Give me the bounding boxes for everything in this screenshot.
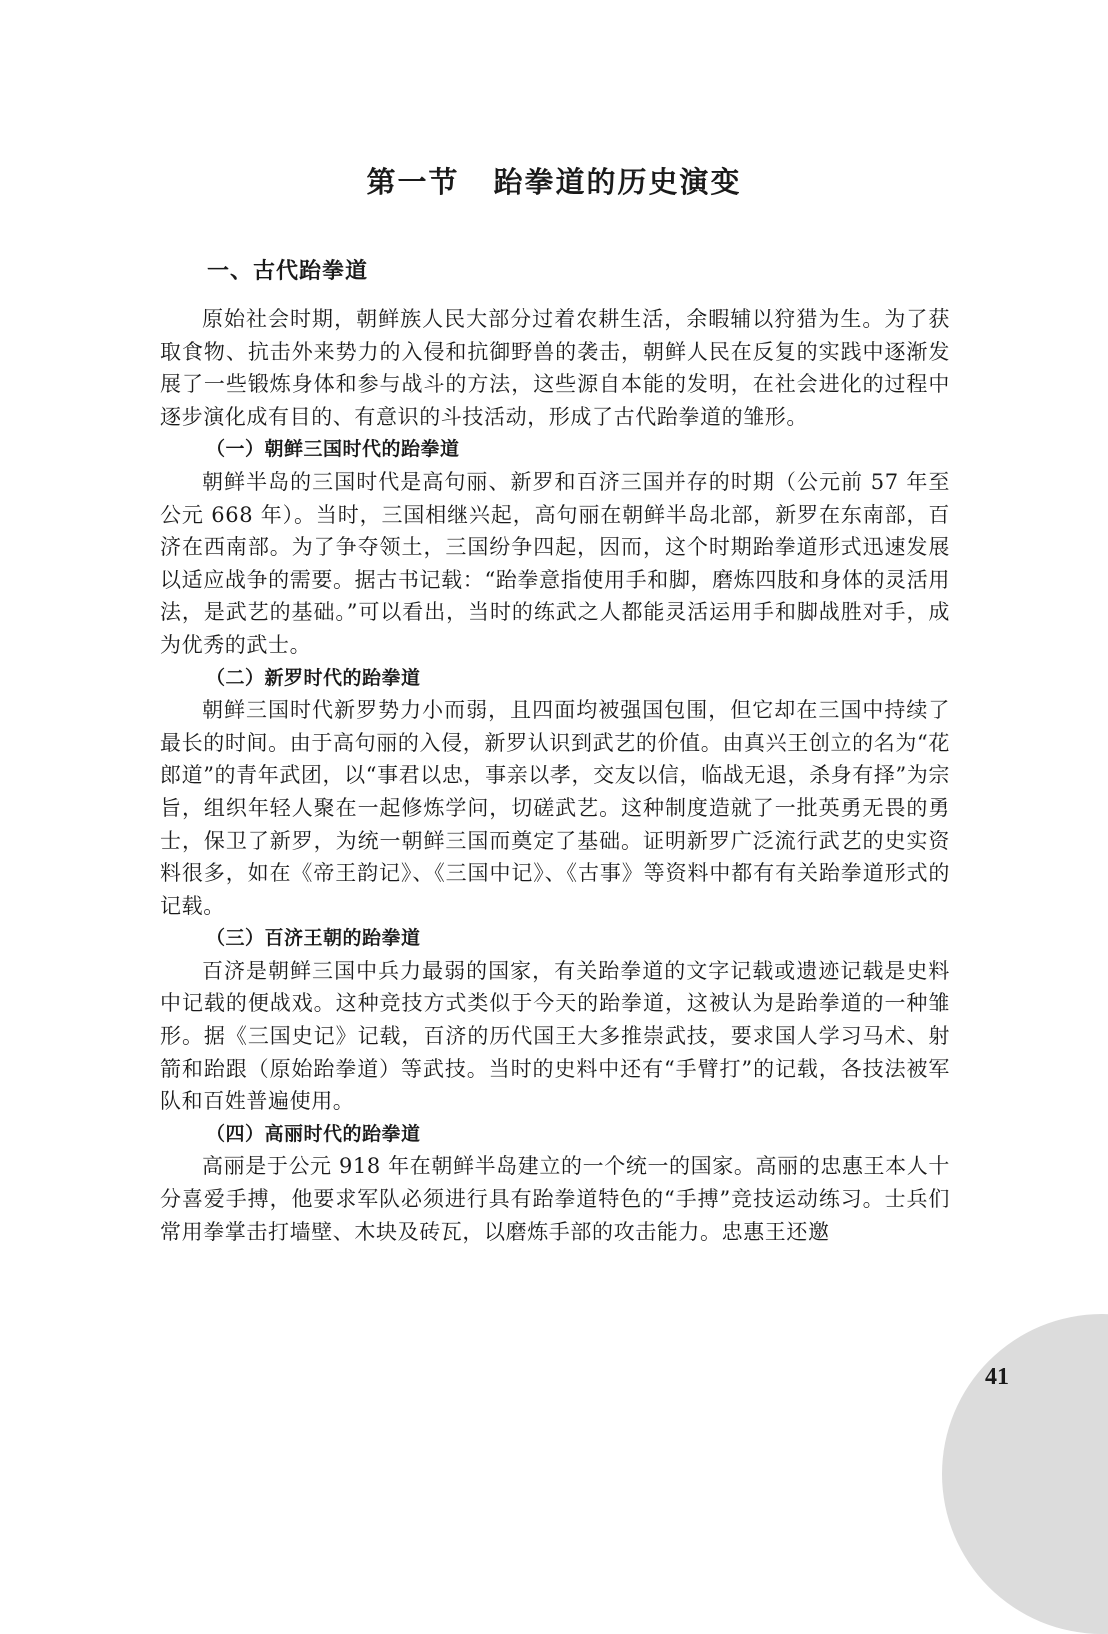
chapter-title-text: 跆拳道的历史演变: [493, 165, 742, 199]
page-number: 41: [985, 1364, 1009, 1390]
subheading-goryeo: （四）高丽时代的跆拳道: [206, 1122, 421, 1145]
paragraph-baekje: 百济是朝鲜三国中兵力最弱的国家，有关跆拳道的文字记载或遗迹记载是史料中记载的便战戏。这种竞技方式类似于今天的跆拳道，这被认为是跆拳道的一种雏形。据《三国史记》记载，百济的历代国王大多推崇武技，要求国人学习马术、射箭和跆跟（原始跆拳道）等武技。当时的史料中还有“手臂打”的记载，各技法被军队和百姓普遍使用。: [160, 958, 950, 1114]
paragraph-intro: 原始社会时期，朝鲜族人民大部分过着农耕生活，余暇辅以狩猎为生。为了获取食物、抗击外来势力的入侵和抗御野兽的袭击，朝鲜人民在反复的实践中逐渐发展了一些锻炼身体和参与战斗的方法，这些源自本能的发明，在社会进化的过程中逐步演化成有目的、有意识的斗技活动，形成了古代跆拳道的雏形。: [160, 307, 950, 429]
page-corner-decoration: [942, 1314, 1108, 1634]
body-text: [160, 303, 950, 1248]
subheading-silla: （二）新罗时代的跆拳道: [206, 666, 421, 689]
paragraph-silla: 朝鲜三国时代新罗势力小而弱，且四面均被强国包围，但它却在三国中持续了最长的时间。由于高句丽的入侵，新罗认识到武艺的价值。由真兴王创立的名为“花郎道”的青年武团，以“事君以忠，事亲以孝，交友以信，临战无退，杀身有择”为宗旨，组织年轻人聚在一起修炼学问，切磋武艺。这种制度造就了一批英勇无畏的勇士，保卫了新罗，为统一朝鲜三国而奠定了基础。证明新罗广泛流行武艺的史实资料很多，如在《帝王韵记》、《三国中记》、《古事》等资料中都有有关跆拳道形式的记载。: [160, 698, 951, 918]
chapter-section-label: 第一节: [366, 165, 460, 199]
section-heading: 一、古代跆拳道: [207, 258, 369, 284]
paragraph-three-kingdoms: 朝鲜半岛的三国时代是高句丽、新罗和百济三国并存的时期（公元前 57 年至公元 668 年）。当时，三国相继兴起，高句丽在朝鲜半岛北部，新罗在东南部，百济在西南部。为了争夺领土，三国纷争四起，因而，这个时期跆拳道形式迅速发展以适应战争的需要。据古书记载：“跆拳意指使用手和脚，磨炼四肢和身体的灵活用法，是武艺的基础。”可以看出，当时的练武之人都能灵活运用手和脚战胜对手，成为优秀的武士。: [160, 469, 950, 657]
chapter-title: [0, 160, 1108, 201]
subheading-baekje: （三）百济王朝的跆拳道: [206, 927, 421, 950]
paragraph-goryeo: 高丽是于公元 918 年在朝鲜半岛建立的一个统一的国家。高丽的忠惠王本人十分喜爱手搏，他要求军队必须进行具有跆拳道特色的“手搏”竞技运动练习。士兵们常用拳掌击打墙壁、木块及砖瓦，以磨炼手部的攻击能力。忠惠王还邀: [160, 1154, 950, 1244]
subheading-three-kingdoms: （一）朝鲜三国时代的跆拳道: [206, 438, 460, 461]
